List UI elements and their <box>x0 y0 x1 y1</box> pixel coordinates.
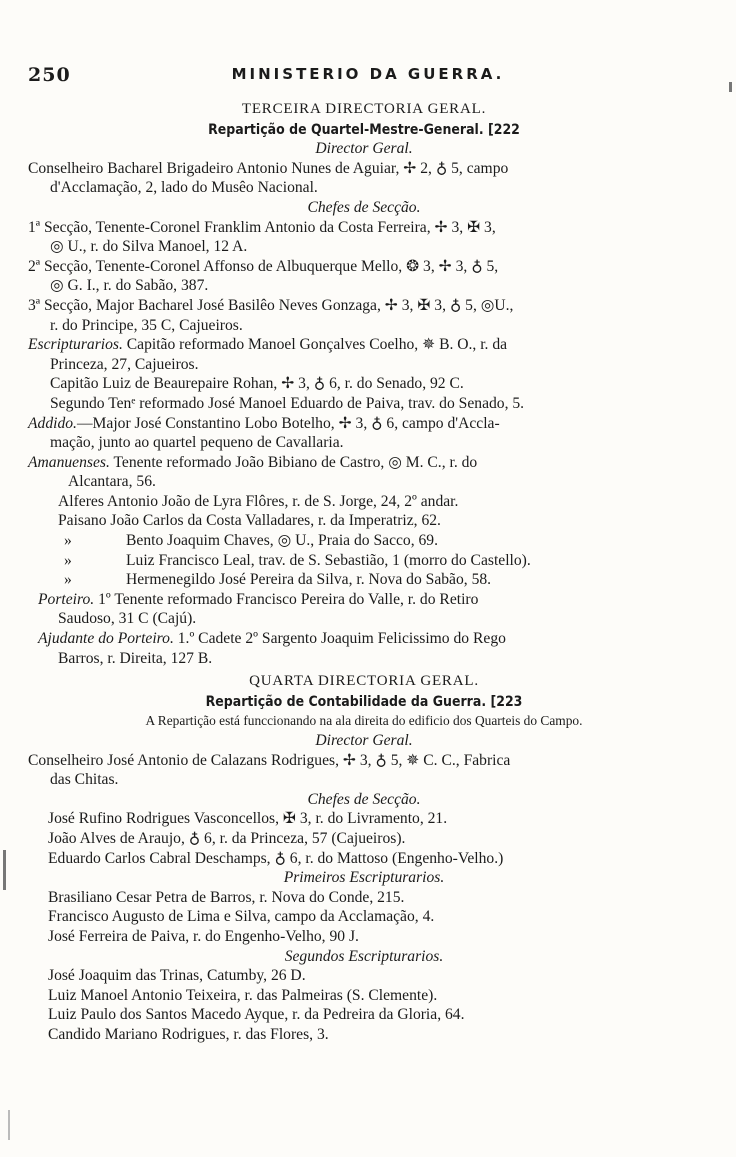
amanuense-2: Alferes Antonio João de Lyra Flôres, r. de S. Jorge, 24, 2º andar. <box>58 492 459 510</box>
scripturario-3: Segundo Tenᵉ reformado José Manoel Eduardo de Paiva, trav. do Senado, 5. <box>50 394 525 412</box>
directorate-heading-4: QUARTA DIRECTORIA GERAL. <box>249 673 479 690</box>
first-scripturarios-label: Primeiros Escripturarios. <box>283 869 445 887</box>
director-label-2: Director Geral. <box>315 732 413 749</box>
addido-line-2: mação, junto ao quartel pequeno de Cavallaria. <box>50 434 344 452</box>
scripturario-2: Capitão Luiz de Beaurepaire Rohan, ✢ 3, ♁ 6, r. do Senado, 92 C. <box>50 375 464 393</box>
ditto-mark: » <box>64 551 72 569</box>
amanuense-5-text: Luiz Francisco Leal, trav. de S. Sebastião, 1 (morro do Castello). <box>126 551 531 569</box>
director-2-line-1: Conselheiro José Antonio de Calazans Rodrigues, ✢ 3, ♁ 5, ✵ C. C., Fabrica <box>28 751 511 769</box>
page-number: 250 <box>28 64 71 86</box>
chief-3-line-2: r. do Principe, 35 C, Cajueiros. <box>50 316 243 334</box>
second-scripturario-4: Candido Mariano Rodrigues, r. das Flores, 3. <box>48 1025 329 1043</box>
scan-mark-left-lower <box>8 1110 10 1140</box>
ditto-mark: » <box>64 532 72 550</box>
amanuense-3: Paisano João Carlos da Costa Valladares, r. da Imperatriz, 62. <box>58 512 441 530</box>
amanuense-6 <box>28 570 700 590</box>
second-scripturarios-label: Segundos Escripturarios. <box>284 947 444 965</box>
second-scripturario-3: Luiz Paulo dos Santos Macedo Ayque, r. da Pedreira da Gloria, 64. <box>48 1006 465 1024</box>
chief-2-1: José Rufino Rodrigues Vasconcellos, ✠ 3, r. do Livramento, 21. <box>48 810 448 828</box>
running-title: MINISTERIO DA GUERRA. <box>231 65 505 83</box>
page-header <box>28 64 708 86</box>
scan-mark-right <box>729 82 732 92</box>
ajudante-line-2: Barros, r. Direita, 127 B. <box>58 649 213 667</box>
director-entry-line-2: d'Acclamação, 2, lado do Musêo Nacional. <box>50 179 318 197</box>
chief-1-line-2: ◎ U., r. do Silva Manoel, 12 A. <box>50 238 248 256</box>
chiefs-label: Chefes de Secção. <box>307 198 421 216</box>
second-scripturario-1: José Joaquim das Trinas, Catumby, 26 D. <box>48 967 306 985</box>
porteiro-line-2: Saudoso, 31 C (Cajú). <box>58 610 197 628</box>
porteiro-text: 1º Tenente reformado Francisco Pereira do Valle, r. do Retiro <box>94 590 479 608</box>
scan-mark-left <box>3 850 6 890</box>
amanuense-4 <box>28 531 700 551</box>
amanuenses-label: Amanuenses. <box>28 453 110 471</box>
amanuense-4-text: Bento Joaquim Chaves, ◎ U., Praia do Sacco, 69. <box>126 532 439 550</box>
first-scripturario-2: Francisco Augusto de Lima e Silva, campo da Acclamação, 4. <box>48 908 435 926</box>
scripturarios-text: Capitão reformado Manoel Gonçalves Coelho, ✵ B. O., r. da <box>122 336 508 354</box>
chief-3-line-1: 3ª Secção, Major Bacharel José Basilêo Neves Gonzaga, ✢ 3, ✠ 3, ♁ 5, ◎U., <box>28 296 514 314</box>
addido-entry <box>28 414 700 434</box>
first-scripturario-3: José Ferreira de Paiva, r. do Engenho-Velho, 90 J. <box>48 927 359 945</box>
location-note: A Repartição está funccionando na ala direita do edificio dos Quarteis do Campo. <box>145 713 583 729</box>
director-2-line-2: das Chitas. <box>50 771 119 789</box>
amanuense-5 <box>28 551 700 571</box>
scripturarios-line-2: Princeza, 27, Cajueiros. <box>50 355 199 373</box>
ajudante-text: 1.º Cadete 2º Sargento Joaquim Felicissimo do Rego <box>173 630 506 648</box>
ajudante-label: Ajudante do Porteiro. <box>38 630 174 648</box>
ajudante-entry <box>28 629 700 649</box>
chiefs-label-2: Chefes de Secção. <box>307 790 421 808</box>
addido-label: Addido. <box>28 414 77 432</box>
amanuenses-line-2: Alcantara, 56. <box>68 473 156 491</box>
second-scripturario-2: Luiz Manoel Antonio Teixeira, r. das Palmeiras (S. Clemente). <box>48 986 438 1004</box>
amanuense-6-text: Hermenegildo José Pereira da Silva, r. Nova do Sabão, 58. <box>126 571 492 589</box>
scripturarios-label: Escripturarios. <box>28 336 123 354</box>
text-body <box>28 100 700 1045</box>
directorate-heading-3: TERCEIRA DIRECTORIA GERAL. <box>241 101 487 117</box>
first-scripturario-1: Brasiliano Cesar Petra de Barros, r. Nova do Conde, 215. <box>48 888 405 906</box>
director-label: Director Geral. <box>315 140 413 158</box>
department-heading-222: Repartição de Quartel-Mestre-General. [222 <box>208 120 520 138</box>
amanuenses-entry <box>28 453 700 473</box>
chief-2-line-1: 2ª Secção, Tenente-Coronel Affonso de Albuquerque Mello, ❂ 3, ✢ 3, ♁ 5, <box>28 257 499 275</box>
ditto-mark: » <box>64 571 72 589</box>
chief-2-2: João Alves de Araujo, ♁ 6, r. da Princeza, 57 (Cajueiros). <box>48 829 406 847</box>
porteiro-entry <box>28 590 700 610</box>
porteiro-label: Porteiro. <box>38 590 95 608</box>
chief-2-3: Eduardo Carlos Cabral Deschamps, ♁ 6, r. do Mattoso (Engenho-Velho.) <box>48 849 504 867</box>
department-heading-223: Repartição de Contabilidade da Guerra. [223 <box>205 692 523 710</box>
amanuenses-text: Tenente reformado João Bibiano de Castro, ◎ M. C., r. do <box>109 453 478 471</box>
addido-text: —Major José Constantino Lobo Botelho, ✢ 3, ♁ 6, campo d'Accla- <box>76 414 500 432</box>
chief-2-line-2: ◎ G. I., r. do Sabão, 387. <box>50 277 209 295</box>
scripturarios-entry <box>28 335 700 355</box>
chief-1-line-1: 1ª Secção, Tenente-Coronel Franklim Antonio da Costa Ferreira, ✢ 3, ✠ 3, <box>28 218 496 236</box>
director-entry-line-1: Conselheiro Bacharel Brigadeiro Antonio Nunes de Aguiar, ✢ 2, ♁ 5, campo <box>28 159 509 177</box>
